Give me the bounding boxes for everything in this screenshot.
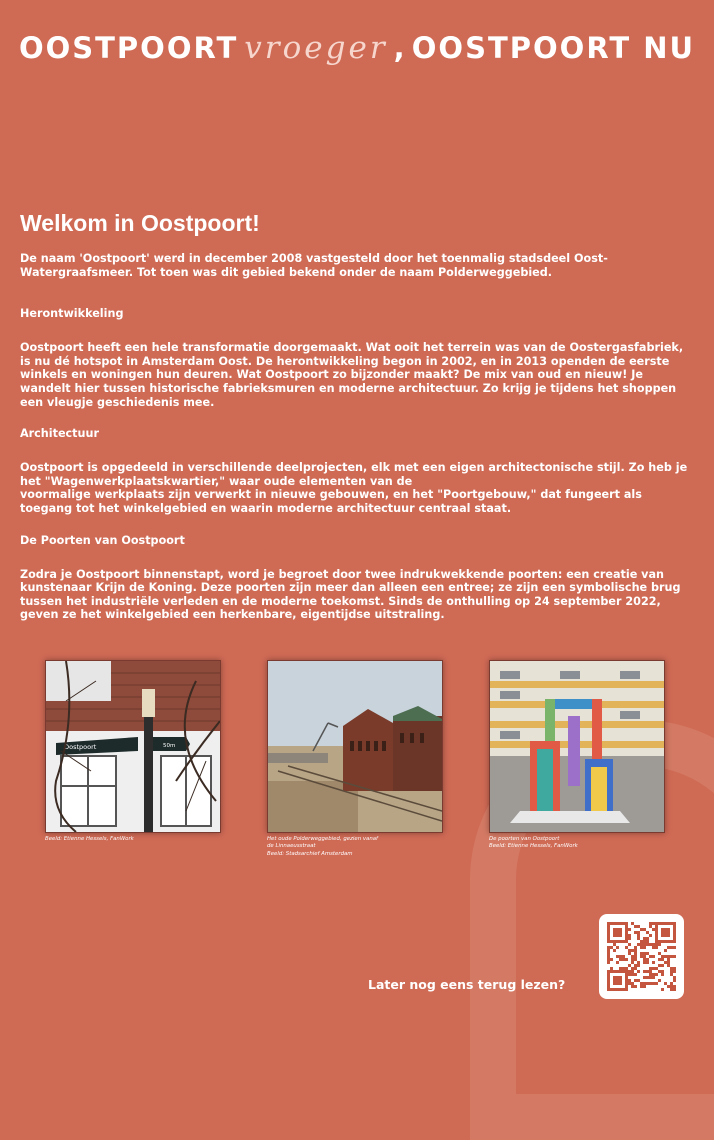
section-paragraph-line: Oostpoort is opgedeeld in verschillende deelprojecten, elk met een eigen architectonische stijl. Zo heb je het "Wagenwerkplaatskwartier," waar oude elementen van de: [20, 461, 688, 488]
section-paragraph: Zodra je Oostpoort binnenstapt, word je begroet door twee indrukwekkende poorten: een creatie van kunstenaar Krijn de Koning. Deze poorten zijn meer dan alleen een entree; ze zijn een symbolische brug tussen het industriële verleden en de moderne toekomst. Sinds de onthulling op 24 september 2022, geven ze het winkelgebied een herkenbare, eigentijdse uitstraling.: [20, 567, 681, 622]
section-architectuur: [20, 427, 692, 515]
street-sign-illustration: [46, 661, 220, 832]
photo-caption: [489, 836, 665, 850]
section-herontwikkeling: [20, 307, 692, 409]
read-later-text: Later nog eens terug lezen?: [368, 977, 566, 992]
photo-historic-area: [267, 660, 443, 833]
article: [20, 210, 692, 622]
caption-line: De poorten van Oostpoort: [489, 836, 560, 842]
photo-gates: [489, 660, 665, 833]
section-paragraph: [20, 461, 692, 515]
gates-illustration: [490, 661, 664, 832]
section-poorten: [20, 534, 692, 622]
svg-text:Oostpoort: Oostpoort: [64, 743, 97, 751]
photo-caption: [267, 836, 443, 858]
qr-code[interactable]: [599, 914, 684, 999]
photo-caption: [45, 836, 221, 843]
title-comma: ,: [393, 31, 407, 65]
svg-text:50m: 50m: [163, 743, 176, 749]
caption-line: Beeld: Etienne Hessels, FanWork: [489, 843, 578, 849]
photo-block-gates: [489, 660, 665, 850]
photo-block-sign: [45, 660, 221, 843]
section-paragraph: Oostpoort heeft een hele transformatie doorgemaakt. Wat ooit het terrein was van de Oostergasfabriek, is nu dé hotspot in Amsterdam Oost. De herontwikkeling begon in 2002, en in 2013 openden de eerste winkels en woningen hun deuren. Wat Oostpoort zo bijzonder maakt? De mix van oud en nieuw! Je wandelt hier tussen historische fabrieksmuren en moderne architectuur. Zo krijg je tijdens het shoppen een vleugje geschiedenis mee.: [20, 341, 684, 409]
caption-line: Het oude Polderweggebied, gezien vanaf: [267, 836, 378, 842]
section-paragraph-line: voormalige werkplaats zijn verwerkt in nieuwe gebouwen, en het "Poortgebouw," dat fungeert als toegang tot het winkelgebied en waarin moderne architectuur centraal staat.: [20, 488, 642, 515]
historic-area-illustration: [268, 661, 442, 832]
photo-block-historic: [267, 660, 443, 858]
caption-line: de Linnaeusstraat: [267, 843, 316, 849]
photo-street-sign: [45, 660, 221, 833]
section-heading: Herontwikkeling: [20, 307, 124, 321]
section-heading: Architectuur: [20, 427, 99, 441]
intro-paragraph: De naam 'Oostpoort' werd in december 2008 vastgesteld door het toenmalig stadsdeel Oost-Watergraafsmeer. Tot toen was dit gebied bekend onder de naam Polderweggebied.: [20, 252, 608, 279]
poster-title: [0, 30, 714, 90]
caption-line: Beeld: Etienne Hessels, FanWork: [45, 836, 134, 842]
title-part-2: OOSTPOORT NU: [411, 31, 696, 65]
qr-code-icon: [607, 922, 676, 991]
article-title: Welkom in Oostpoort!: [20, 210, 260, 236]
caption-line: Beeld: Stadsarchief Amsterdam: [267, 851, 353, 857]
section-heading: De Poorten van Oostpoort: [20, 533, 185, 547]
title-script-word: vroeger: [244, 30, 388, 66]
title-part-1: OOSTPOORT: [18, 31, 239, 65]
